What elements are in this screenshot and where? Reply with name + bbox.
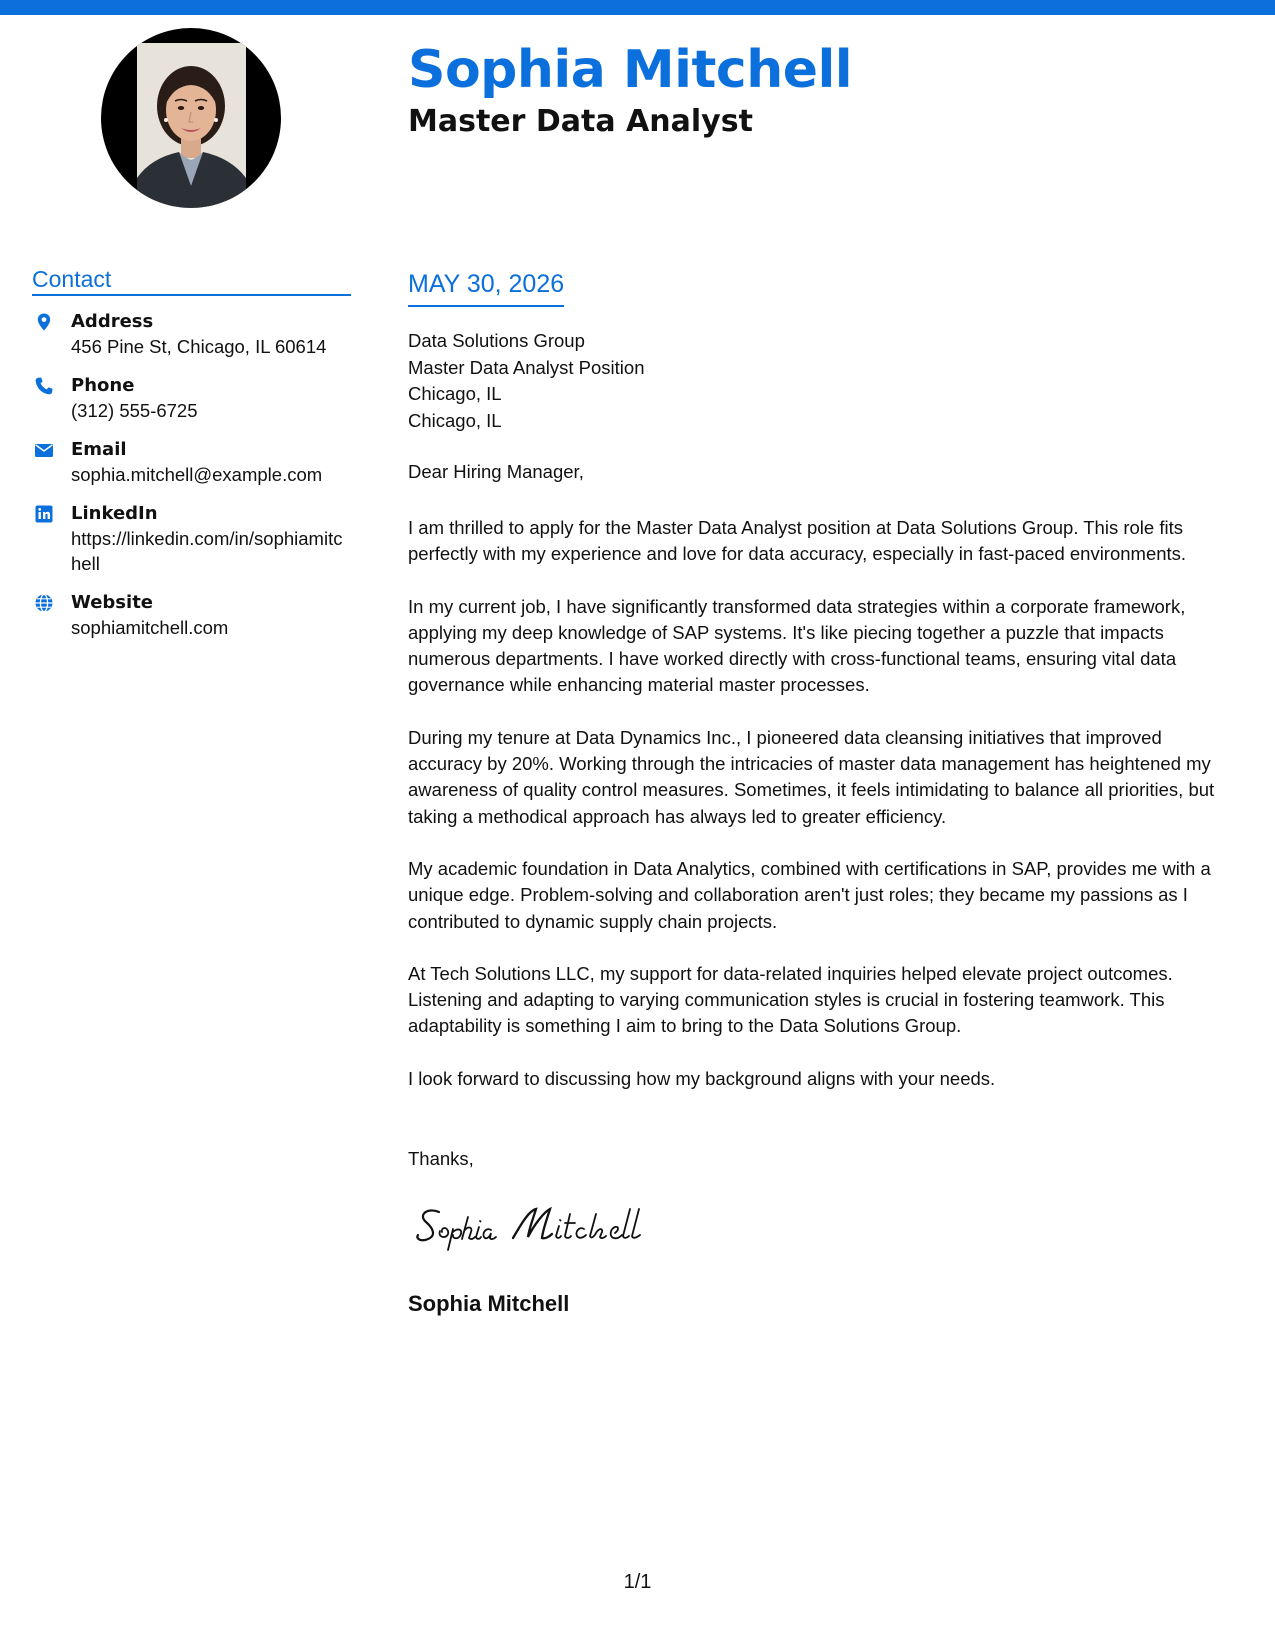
contact-label: LinkedIn: [71, 503, 158, 524]
recipient-line: Chicago, IL: [408, 409, 502, 431]
portrait-illustration: [101, 28, 281, 208]
email-icon: [34, 440, 54, 460]
email-value[interactable]: sophia.mitchell@example.com: [71, 464, 323, 485]
contact-address: [32, 310, 352, 359]
profile-photo: [101, 28, 281, 208]
signer-name: Sophia Mitchell: [408, 1291, 570, 1316]
candidate-title: Master Data Analyst: [408, 104, 753, 139]
body-paragraph: I am thrilled to apply for the Master Data Analyst position at Data Solutions Group. This role fits perfectly with my experience and love for data accuracy, especially in fast-paced environments.: [408, 517, 1187, 565]
contact-phone: [32, 374, 352, 423]
linkedin-value[interactable]: https://linkedin.com/in/sophiamitchell: [71, 528, 343, 574]
contact-heading: Contact: [32, 266, 351, 296]
body-paragraph: During my tenure at Data Dynamics Inc., I pioneered data cleansing initiatives that improved accuracy by 20%. Working through the intricacies of master data management has heightened my awareness of quality control measures. Sometimes, it feels intimidating to balance all priorities, but taking a methodical approach has always led to greater efficiency.: [408, 726, 1215, 827]
contact-label: Email: [71, 439, 127, 460]
contact-label: Address: [71, 311, 154, 332]
contact-list: [32, 310, 352, 655]
contact-email: [32, 438, 352, 487]
body-paragraph: At Tech Solutions LLC, my support for data-related inquiries helped elevate project outcomes. Listening and adapting to varying communication styles is crucial in fostering teamwork. This adaptability is something I aim to bring to the Data Solutions Group.: [408, 962, 1173, 1037]
contact-linkedin: [32, 502, 352, 576]
contact-website: [32, 591, 352, 640]
body-paragraph: My academic foundation in Data Analytics, combined with certifications in SAP, provides me with a unique edge. Problem-solving and collaboration aren't just roles; they became my passions as I contributed to dynamic supply chain projects.: [408, 857, 1211, 932]
recipient-line: Data Solutions Group: [408, 330, 585, 351]
address-value: 456 Pine St, Chicago, IL 60614: [71, 336, 327, 357]
recipient-line: Chicago, IL: [408, 383, 502, 404]
page-number: 1/1: [623, 1571, 652, 1593]
phone-icon: [34, 376, 54, 396]
letter-body: [408, 515, 1240, 1118]
contact-label: Website: [71, 592, 154, 613]
recipient-line: Master Data Analyst Position: [408, 356, 645, 378]
handwritten-signature: [413, 1195, 663, 1260]
candidate-name: Sophia Mitchell: [408, 40, 853, 100]
recipient-block: [408, 328, 645, 434]
website-value[interactable]: sophiamitchell.com: [71, 617, 229, 638]
phone-value[interactable]: (312) 555-6725: [71, 400, 198, 421]
top-accent-bar: [0, 0, 1275, 15]
body-paragraph: I look forward to discussing how my background aligns with your needs.: [408, 1067, 996, 1089]
globe-icon: [34, 593, 54, 613]
contact-label: Phone: [71, 375, 135, 396]
location-pin-icon: [34, 312, 54, 332]
closing: Thanks,: [408, 1148, 474, 1169]
linkedin-icon: [34, 504, 54, 524]
body-paragraph: In my current job, I have significantly transformed data strategies within a corporate framework, applying my deep knowledge of SAP systems. It's like piecing together a puzzle that impacts numerous departments. I have worked directly with cross-functional teams, ensuring vital data governance while enhancing material master processes.: [408, 595, 1186, 696]
letter-date: MAY 30, 2026: [408, 270, 564, 307]
salutation: Dear Hiring Manager,: [408, 461, 584, 482]
